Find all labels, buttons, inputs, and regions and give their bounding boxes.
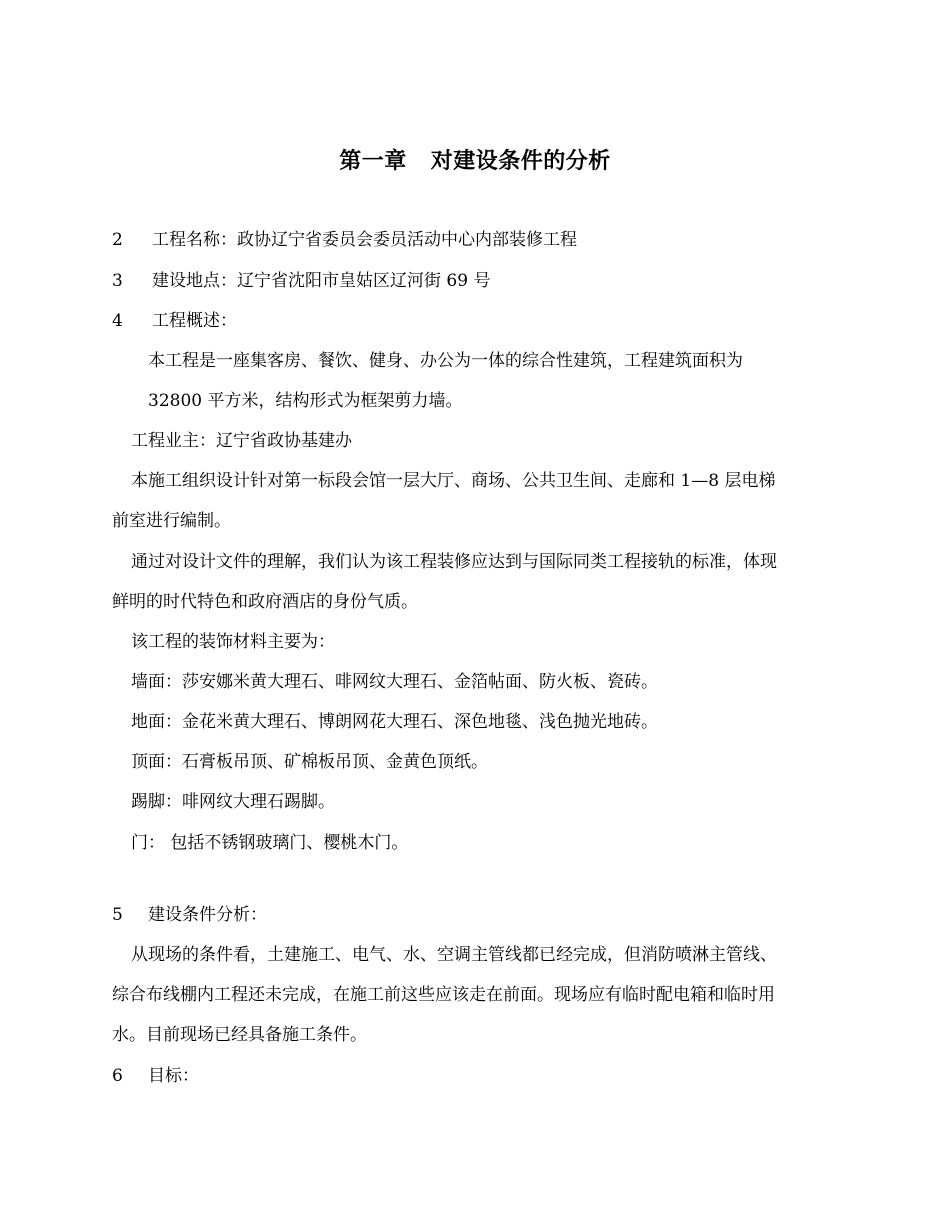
materials-wall: 墙面：莎安娜米黄大理石、啡网纹大理石、金箔帖面、防火板、瓷砖。	[131, 672, 658, 692]
chapter-title	[0, 144, 950, 175]
conditions-text-line-3: 水。目前现场已经具备施工条件。	[112, 1025, 367, 1045]
overview-label: 工程概述：	[152, 311, 237, 331]
conditions-text-line-1: 从现场的条件看，土建施工、电气、水、空调主管线都已经完成，但消防喷淋主管线、	[131, 945, 777, 965]
goal-label: 目标：	[148, 1066, 199, 1086]
project-location: 建设地点：辽宁省沈阳市皇姑区辽河街 69 号	[152, 271, 491, 291]
project-owner: 工程业主：辽宁省政协基建办	[131, 431, 352, 451]
scope-text-line-1: 本施工组织设计针对第一标段会馆一层大厅、商场、公共卫生间、走廊和 1—8 层电梯	[131, 471, 776, 491]
materials-door: 门： 包括不锈钢玻璃门、樱桃木门。	[131, 833, 409, 853]
chapter-heading: 对建设条件的分析	[430, 148, 611, 174]
scope-text-line-2: 前室进行编制。	[112, 511, 231, 531]
materials-ceiling: 顶面：石膏板吊顶、矿棉板吊顶、金黄色顶纸。	[131, 752, 488, 772]
project-name: 工程名称：政协辽宁省委员会委员活动中心内部装修工程	[152, 230, 577, 250]
standard-text-line-1: 通过对设计文件的理解，我们认为该工程装修应达到与国际同类工程接轨的标准，体现	[131, 552, 777, 572]
conditions-label: 建设条件分析：	[148, 905, 267, 925]
materials-intro: 该工程的装饰材料主要为：	[131, 632, 335, 652]
item-number-2: 2	[112, 230, 123, 250]
chapter-number: 第一章	[339, 148, 407, 174]
standard-text-line-2: 鲜明的时代特色和政府酒店的身份气质。	[112, 592, 418, 612]
item-number-6: 6	[112, 1066, 123, 1086]
materials-floor: 地面：金花米黄大理石、博朗网花大理石、深色地毯、浅色抛光地砖。	[131, 712, 658, 732]
conditions-text-line-2: 综合布线棚内工程还未完成，在施工前这些应该走在前面。现场应有临时配电箱和临时用	[112, 985, 775, 1005]
overview-text-line-2: 32800 平方米，结构形式为框架剪力墙。	[148, 391, 463, 411]
item-number-3: 3	[112, 271, 123, 291]
item-number-4: 4	[112, 311, 123, 331]
materials-skirting: 踢脚：啡网纹大理石踢脚。	[131, 792, 335, 812]
item-number-5: 5	[112, 905, 123, 925]
overview-text-line-1: 本工程是一座集客房、餐饮、健身、办公为一体的综合性建筑，工程建筑面积为	[148, 351, 743, 371]
